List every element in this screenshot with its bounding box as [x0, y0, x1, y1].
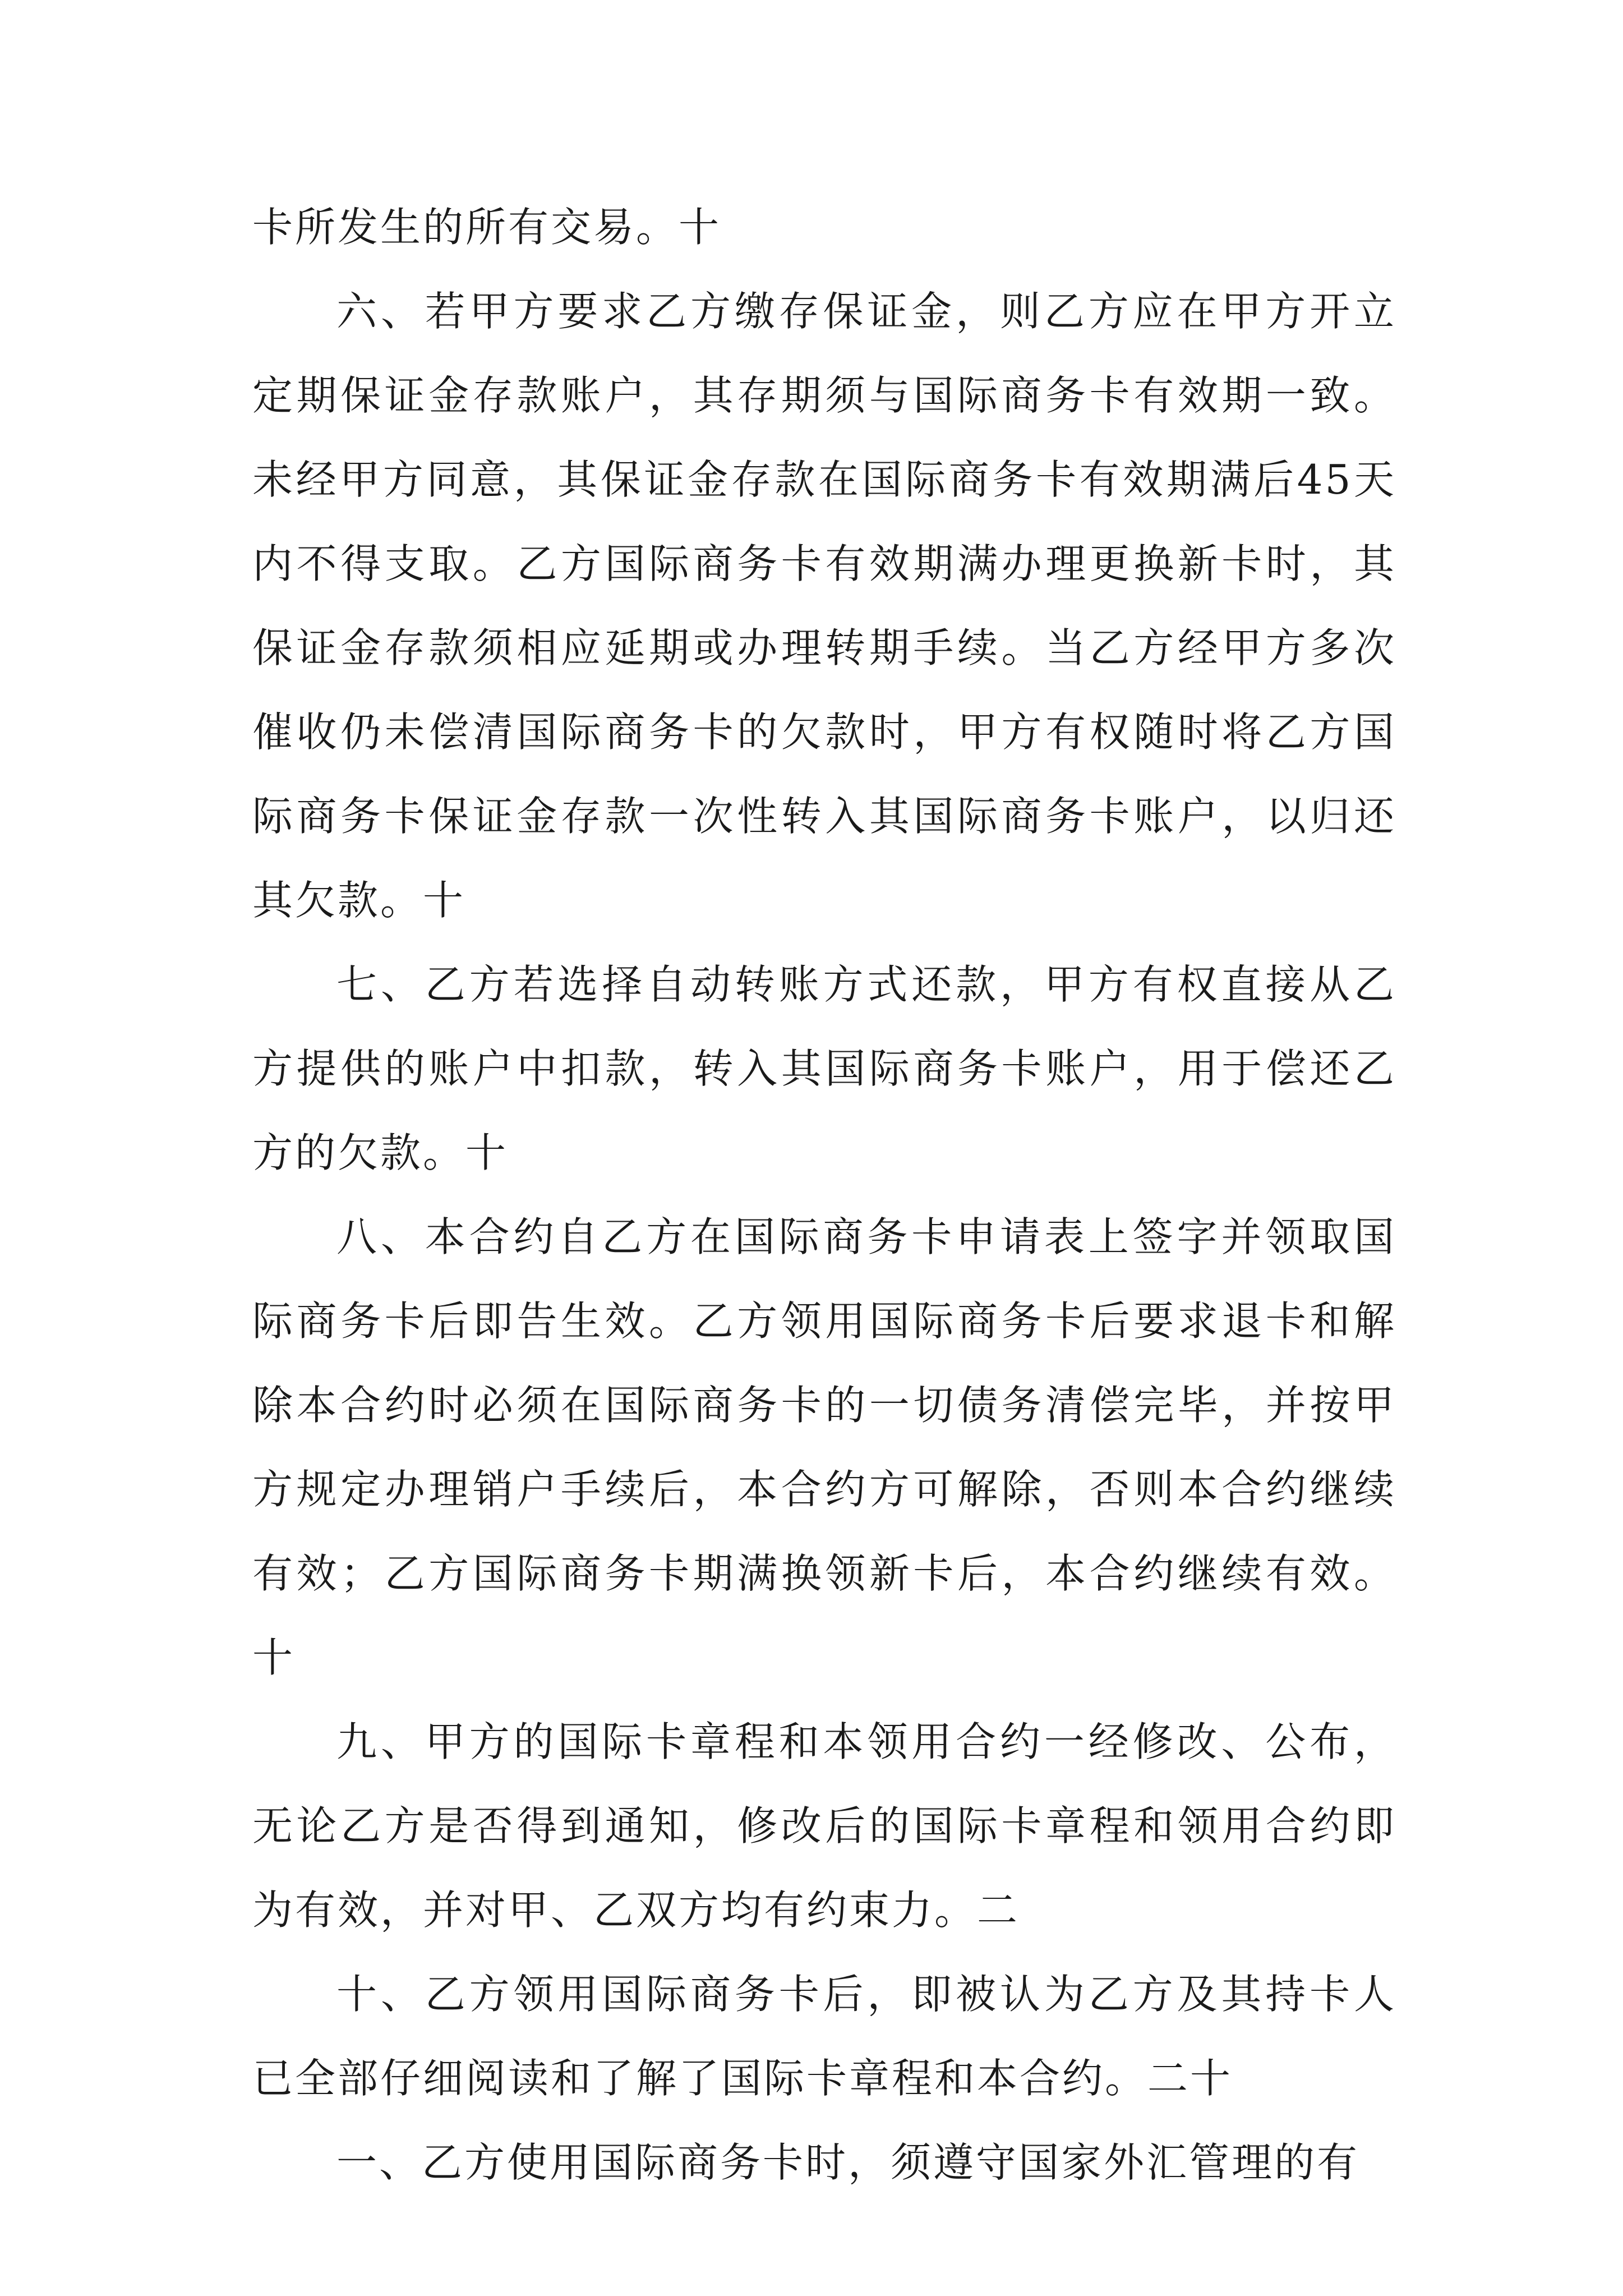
document-body — [252, 185, 1396, 2205]
paragraph-clause-11: 一、乙方使用国际商务卡时，须遵守国家外汇管理的有 — [336, 2139, 1360, 2186]
paragraph-clause-6: 六、若甲方要求乙方缴存保证金，则乙方应在甲方开立定期保证金存款账户，其存期须与国际商务卡有效期一致。未经甲方同意，其保证金存款在国际商务卡有效期满后45天内不得支取。乙方国际商务卡有效期满办理更换新卡时，其保证金存款须相应延期或办理转期手续。当乙方经甲方多次催收仍未偿清国际商务卡的欠款时，甲方有权随时将乙方国际商务卡保证金存款一次性转入其国际商务卡账户，以归还其欠款。十 — [252, 288, 1396, 924]
paragraph-clause-8: 八、本合约自乙方在国际商务卡申请表上签字并领取国际商务卡后即告生效。乙方领用国际商务卡后要求退卡和解除本合约时必须在国际商务卡的一切债务清偿完毕，并按甲方规定办理销户手续后，本合约方可解除，否则本合约继续有效；乙方国际商务卡期满换领新卡后，本合约继续有效。十 — [252, 1213, 1396, 1681]
paragraph-clause-10: 十、乙方领用国际商务卡后，即被认为乙方及其持卡人已全部仔细阅读和了解了国际卡章程和本合约。二十 — [252, 1971, 1396, 2102]
paragraph-clause-7: 七、乙方若选择自动转账方式还款，甲方有权直接从乙方提供的账户中扣款，转入其国际商务卡账户，用于偿还乙方的欠款。十 — [252, 961, 1396, 1176]
paragraph-continuation: 卡所发生的所有交易。十 — [252, 204, 722, 251]
paragraph-clause-9: 九、甲方的国际卡章程和本领用合约一经修改、公布，无论乙方是否得到通知，修改后的国际卡章程和领用合约即为有效，并对甲、乙双方均有约束力。二 — [252, 1718, 1396, 1934]
